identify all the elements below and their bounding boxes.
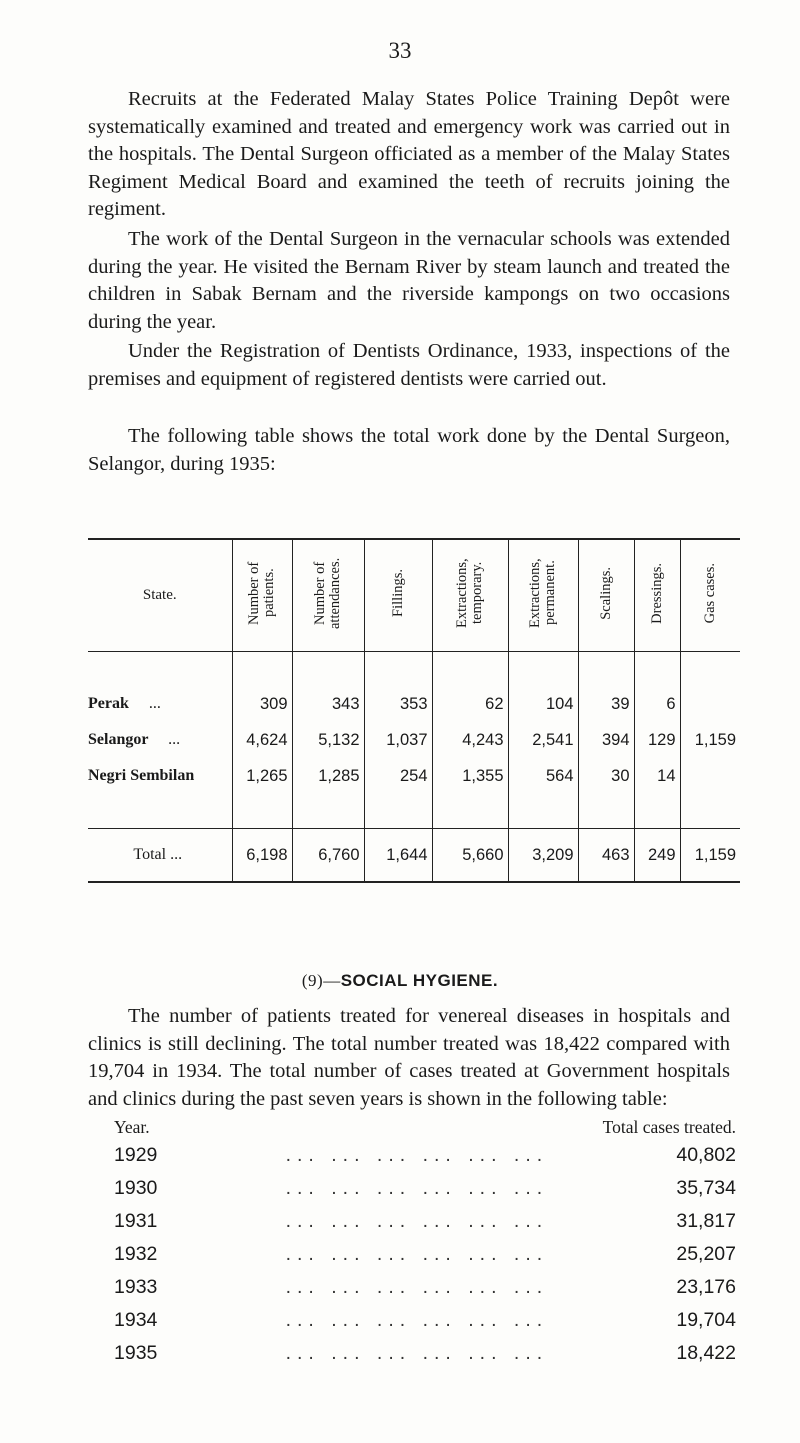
cell: 1,159 <box>680 722 740 758</box>
leader-dots: ... ... ... ... ... ... <box>285 1144 549 1166</box>
state-name: Negri Sembilan <box>88 767 195 784</box>
cases: 35,734 <box>676 1177 736 1199</box>
leader-dots: ... ... ... ... ... ... <box>285 1177 549 1199</box>
list-item <box>114 1309 736 1342</box>
cases: 18,422 <box>676 1342 736 1364</box>
list-item <box>114 1342 736 1375</box>
header-patients: Number of patients. <box>232 539 292 652</box>
year: 1931 <box>114 1210 158 1232</box>
cell: 394 <box>578 722 634 758</box>
total-cell: 249 <box>634 829 680 883</box>
total-cell: 3,209 <box>508 829 578 883</box>
paragraph-registration: Under the Registration of Dentists Ordinance, 1933, inspections of the premises and equipment of registered dentists were carried out. <box>88 340 730 390</box>
header-gas-cases: Gas cases. <box>680 539 740 652</box>
year: 1933 <box>114 1276 158 1298</box>
cell: 353 <box>364 686 432 722</box>
cases: 23,176 <box>676 1276 736 1298</box>
cell: 343 <box>292 686 364 722</box>
list-item <box>114 1210 736 1243</box>
leader-dots: ... ... ... ... ... ... <box>285 1309 549 1331</box>
cases: 31,817 <box>676 1210 736 1232</box>
year: 1932 <box>114 1243 158 1265</box>
header-state: State. <box>88 539 232 652</box>
cell: 14 <box>634 758 680 794</box>
total-cell: 1,644 <box>364 829 432 883</box>
cases: 40,802 <box>676 1144 736 1166</box>
total-cell: 6,760 <box>292 829 364 883</box>
leader-dots: ... ... ... ... ... ... <box>285 1342 549 1364</box>
dental-table-header <box>88 539 740 652</box>
year: 1930 <box>114 1177 158 1199</box>
cell: 564 <box>508 758 578 794</box>
list-item <box>114 1144 736 1177</box>
header-scalings: Scalings. <box>578 539 634 652</box>
cell: 309 <box>232 686 292 722</box>
cases: 19,704 <box>676 1309 736 1331</box>
years-table-header <box>114 1117 736 1138</box>
list-item <box>114 1276 736 1309</box>
header-year: Year. <box>114 1117 150 1137</box>
year: 1934 <box>114 1309 158 1331</box>
header-extractions-temporary: Extractions, temporary. <box>432 539 508 652</box>
total-cell: 5,660 <box>432 829 508 883</box>
section-number: (9)— <box>301 971 341 990</box>
paragraph-table-intro: The following table shows the total work done by the Dental Surgeon, Selangor, during 1935: <box>88 425 730 475</box>
cell: 4,624 <box>232 722 292 758</box>
total-cell: 6,198 <box>232 829 292 883</box>
cell: 2,541 <box>508 722 578 758</box>
header-fillings: Fillings. <box>364 539 432 652</box>
cell <box>680 686 740 722</box>
dental-work-table <box>88 538 740 883</box>
cell: 30 <box>578 758 634 794</box>
cases: 25,207 <box>676 1243 736 1265</box>
leader-dots: ... ... ... ... ... ... <box>285 1276 549 1298</box>
cell: 254 <box>364 758 432 794</box>
header-dressings: Dressings. <box>634 539 680 652</box>
leader-dots: ... ... ... ... ... ... <box>285 1243 549 1265</box>
state-name: Selangor ... <box>88 731 181 748</box>
cell: 6 <box>634 686 680 722</box>
state-name: Perak ... <box>88 695 161 712</box>
paragraph-vernacular-schools: The work of the Dental Surgeon in the vernacular schools was extended during the year. He visited the Bernam River by steam launch and treated the children in Sabak Bernam and the riverside kampongs on two occasions during the year. <box>88 228 730 333</box>
list-item <box>114 1243 736 1276</box>
cell: 39 <box>578 686 634 722</box>
section-heading <box>0 971 800 991</box>
cell: 1,037 <box>364 722 432 758</box>
total-label: Total ... <box>88 829 232 883</box>
table-row <box>88 686 740 722</box>
header-extractions-permanent: Extractions, permanent. <box>508 539 578 652</box>
leader-dots: ... ... ... ... ... ... <box>285 1210 549 1232</box>
cell: 4,243 <box>432 722 508 758</box>
paragraph-recruits: Recruits at the Federated Malay States Police Training Depôt were systematically examined and treated and emergency work was carried out in the hospitals. The Dental Surgeon officiated as a member of the Malay States Regiment Medical Board and examined the teeth of recruits joining the regiment. <box>88 88 730 220</box>
year: 1929 <box>114 1144 158 1166</box>
table-row <box>88 758 740 794</box>
section-title: SOCIAL HYGIENE. <box>340 971 499 990</box>
cell: 1,355 <box>432 758 508 794</box>
table-row <box>88 722 740 758</box>
page-number: 33 <box>388 38 412 63</box>
cell: 1,285 <box>292 758 364 794</box>
total-cell: 1,159 <box>680 829 740 883</box>
cell: 62 <box>432 686 508 722</box>
total-cell: 463 <box>578 829 634 883</box>
cases-by-year-table <box>114 1117 736 1375</box>
cell: 104 <box>508 686 578 722</box>
cell: 1,265 <box>232 758 292 794</box>
cell <box>680 758 740 794</box>
header-attendances: Number of attendances. <box>292 539 364 652</box>
header-total-cases: Total cases treated. <box>602 1117 736 1137</box>
table-total-row <box>88 829 740 883</box>
paragraph-social-hygiene: The number of patients treated for venereal diseases in hospitals and clinics is still declining. The total number treated was 18,422 compared with 19,704 in 1934. The total number of cases treated at Government hospitals and clinics during the past seven years is shown in the following table: <box>88 1005 730 1110</box>
cell: 5,132 <box>292 722 364 758</box>
list-item <box>114 1177 736 1210</box>
year: 1935 <box>114 1342 158 1364</box>
cell: 129 <box>634 722 680 758</box>
